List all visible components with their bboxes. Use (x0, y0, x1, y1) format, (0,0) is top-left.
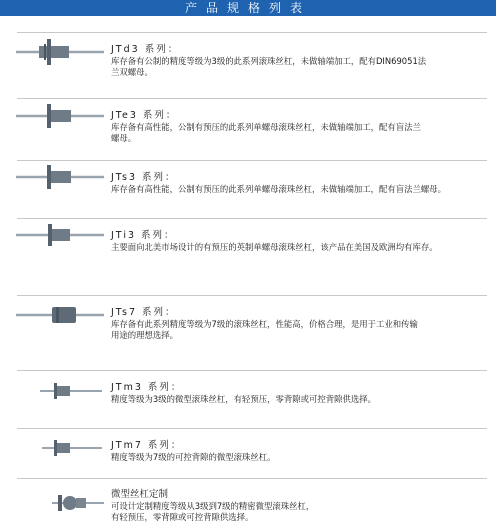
product-desc-line: 兰双螺母。 (111, 67, 153, 77)
product-title: JTm7 系列： (111, 440, 183, 451)
product-desc-line: 用途的理想选择。 (111, 330, 178, 340)
product-title: JTs7 系列： (111, 307, 177, 318)
divider (17, 160, 487, 161)
product-desc-line: 库存备有高性能，公制有预压的此系列单螺母滚珠丝杠，未做轴端加工，配有盲法兰螺母。 (111, 184, 446, 194)
ball-screw-single-flange-nut-icon (14, 101, 106, 131)
product-title: JTd3 系列： (111, 44, 180, 55)
custom-miniature-ball-screw-icon (14, 488, 106, 518)
divider (17, 98, 487, 99)
product-desc-line: 螺母。 (111, 133, 137, 143)
product-desc-line: 库存备有此系列精度等级为7级的滚珠丝杠，性能高，价格合理，是用于工业和传输 (111, 319, 418, 329)
ball-screw-single-flange-nut-icon (14, 162, 106, 192)
product-desc-line: 精度等级为3级的微型滚珠丝杠，有轻预压，零背隙或可控背隙供选择。 (111, 394, 376, 404)
product-desc-line: 可设计定制精度等级从3级到7级的精密微型滚珠丝杠， (111, 501, 315, 511)
product-desc-line: 有轻预压，零背隙或可控背隙供选择。 (111, 512, 254, 522)
miniature-ball-screw-icon (14, 376, 106, 406)
divider (17, 370, 487, 371)
header-title: 产品规格列表 (184, 1, 311, 15)
ball-screw-single-nut-icon (14, 220, 106, 250)
product-desc-line: 库存备有高性能，公制有预压的此系列单螺母滚珠丝杠，未做轴端加工，配有盲法兰 (111, 122, 421, 132)
divider (17, 32, 487, 33)
product-title: 微型丝杠定制 (111, 489, 169, 500)
ball-screw-double-flange-nut-icon (14, 36, 106, 66)
divider (17, 295, 487, 296)
product-title: JTs3 系列： (111, 172, 177, 183)
page-header (0, 0, 496, 16)
product-desc-line: 主要面向北美市场设计的有预压的英制单螺母滚珠丝杠，该产品在美国及欧洲均有库存。 (111, 242, 438, 252)
product-desc-line: 精度等级为7级的可控背隙的微型滚珠丝杠。 (111, 452, 276, 462)
divider (17, 428, 487, 429)
divider (17, 218, 487, 219)
miniature-ball-screw-icon (14, 433, 106, 463)
product-title: JTm3 系列： (111, 382, 183, 393)
product-title: JTi3 系列： (111, 230, 176, 241)
divider (17, 478, 487, 479)
product-desc-line: 库存备有公制的精度等级为3级的此系列滚珠丝杠，未做轴端加工，配有DIN69051法 (111, 56, 427, 66)
ball-screw-cylindrical-nut-icon (14, 300, 106, 330)
product-title: JTe3 系列： (111, 110, 178, 121)
